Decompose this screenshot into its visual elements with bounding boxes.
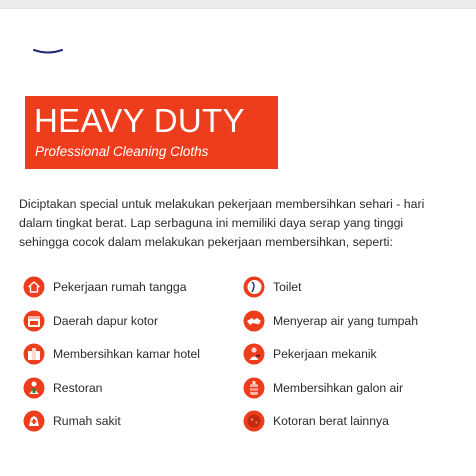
use-item-label: Rumah sakit <box>53 414 121 428</box>
use-item-hospital <box>23 408 121 434</box>
logo-arc-icon <box>33 46 63 56</box>
house-icon <box>23 276 45 298</box>
use-item-label: Toilet <box>273 280 302 294</box>
intro-paragraph <box>19 195 449 252</box>
hotel-building-icon <box>23 343 45 365</box>
banner-title: HEAVY DUTY <box>34 102 245 139</box>
water-gallon-icon <box>243 377 265 399</box>
restaurant-icon <box>23 377 45 399</box>
use-item-kitchen <box>23 308 158 334</box>
use-item-mechanic <box>243 341 377 367</box>
use-item-label: Pekerjaan rumah tangga <box>53 280 187 294</box>
top-strip <box>0 0 476 8</box>
use-item-heavy-dirt <box>243 408 389 434</box>
banner-subtitle: Professional Cleaning Cloths <box>35 144 209 159</box>
use-item-label: Membersihkan kamar hotel <box>53 347 200 361</box>
use-item-spill <box>243 308 418 334</box>
dirt-stain-icon <box>243 410 265 432</box>
use-item-label: Daerah dapur kotor <box>53 314 159 328</box>
use-item-toilet <box>243 274 301 300</box>
use-item-restaurant <box>23 375 102 401</box>
use-item-household <box>23 274 186 300</box>
top-divider <box>0 8 476 9</box>
use-item-label: Kotoran berat lainnya <box>273 414 389 428</box>
use-item-label: Membersihkan galon air <box>273 381 404 395</box>
use-item-label: Menyerap air yang tumpah <box>273 314 418 328</box>
mechanic-icon <box>243 343 265 365</box>
use-item-label: Pekerjaan mekanik <box>273 347 377 361</box>
use-item-hotel <box>23 341 200 367</box>
heavy-duty-banner <box>25 96 278 169</box>
intro-line: Diciptakan special untuk melakukan pekerjaan membersihkan sehari - hari <box>19 197 425 211</box>
use-item-label: Restoran <box>53 381 103 395</box>
toilet-icon <box>243 276 265 298</box>
use-item-gallon <box>243 375 403 401</box>
kitchen-stove-icon <box>23 310 45 332</box>
water-spill-icon <box>243 310 265 332</box>
hospital-icon <box>23 410 45 432</box>
intro-line: dalam tingkat berat. Lap serbaguna ini memiliki daya serap yang tinggi <box>19 216 404 230</box>
intro-line: sehingga cocok dalam melakukan pekerjaan membersihkan, seperti: <box>19 235 393 249</box>
